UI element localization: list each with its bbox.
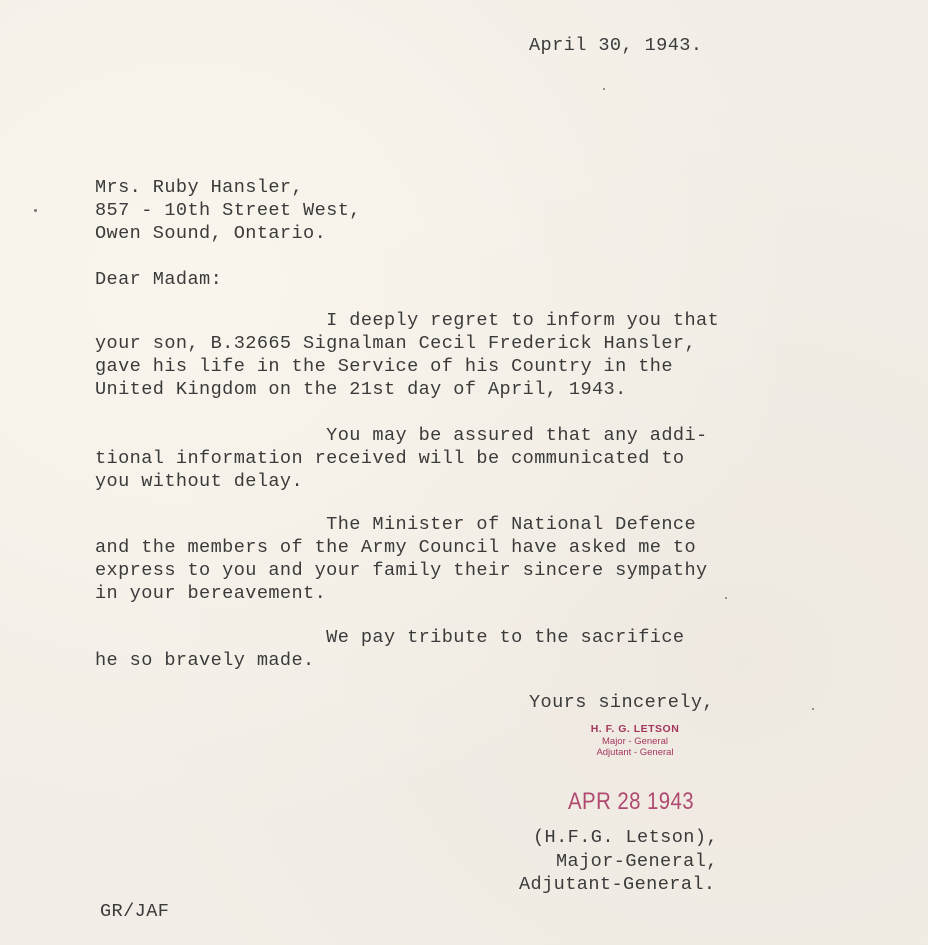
paragraph-line: The Minister of National Defence xyxy=(95,514,697,535)
paragraph-line: tional information received will be communicated to xyxy=(95,448,685,469)
paragraph-line: you without delay. xyxy=(95,471,304,492)
paragraph-line: he so bravely made. xyxy=(95,650,315,671)
stamp-signatory-name: H. F. G. LETSON xyxy=(590,723,680,735)
stamp-signatory-title: Adjutant - General xyxy=(596,747,674,758)
paragraph-line: express to you and your family their sincere sympathy xyxy=(95,560,708,581)
letter-date: April 30, 1943. xyxy=(529,35,703,56)
closing: Yours sincerely, xyxy=(529,692,714,713)
paragraph-1 xyxy=(95,309,719,401)
paragraph-line: I deeply regret to inform you that xyxy=(95,310,720,331)
paragraph-4 xyxy=(95,626,684,672)
paragraph-2 xyxy=(95,424,708,493)
paragraph-line: and the members of the Army Council have asked me to xyxy=(95,537,697,558)
signatory-rank: Major-General, xyxy=(556,851,718,872)
paragraph-line: gave his life in the Service of his Country in the xyxy=(95,356,673,377)
paragraph-3 xyxy=(95,513,708,605)
received-date-stamp: APR 28 1943 xyxy=(568,788,695,815)
stamp-signatory-rank: Major - General xyxy=(602,735,668,747)
paragraph-line: You may be assured that any addi- xyxy=(95,425,708,446)
recipient-street: 857 - 10th Street West, xyxy=(95,200,361,221)
paragraph-line: United Kingdom on the 21st day of April, 1943. xyxy=(95,379,627,400)
recipient-city: Owen Sound, Ontario. xyxy=(95,223,327,244)
paper-speck xyxy=(603,88,605,90)
signature-stamp xyxy=(580,724,690,759)
recipient-name: Mrs. Ruby Hansler, xyxy=(95,177,304,198)
salutation: Dear Madam: xyxy=(95,269,223,290)
paper-speck xyxy=(812,708,814,710)
signatory-title: Adjutant-General. xyxy=(519,874,716,895)
paragraph-line: in your bereavement. xyxy=(95,583,327,604)
paper-speck xyxy=(725,597,727,599)
reference-initials: GR/JAF xyxy=(100,901,170,922)
recipient-address xyxy=(95,176,361,245)
paper-speck xyxy=(34,209,37,212)
paragraph-line: your son, B.32665 Signalman Cecil Frederick Hansler, xyxy=(95,333,697,354)
paragraph-line: We pay tribute to the sacrifice xyxy=(95,627,685,648)
signatory-name: (H.F.G. Letson), xyxy=(533,827,718,848)
